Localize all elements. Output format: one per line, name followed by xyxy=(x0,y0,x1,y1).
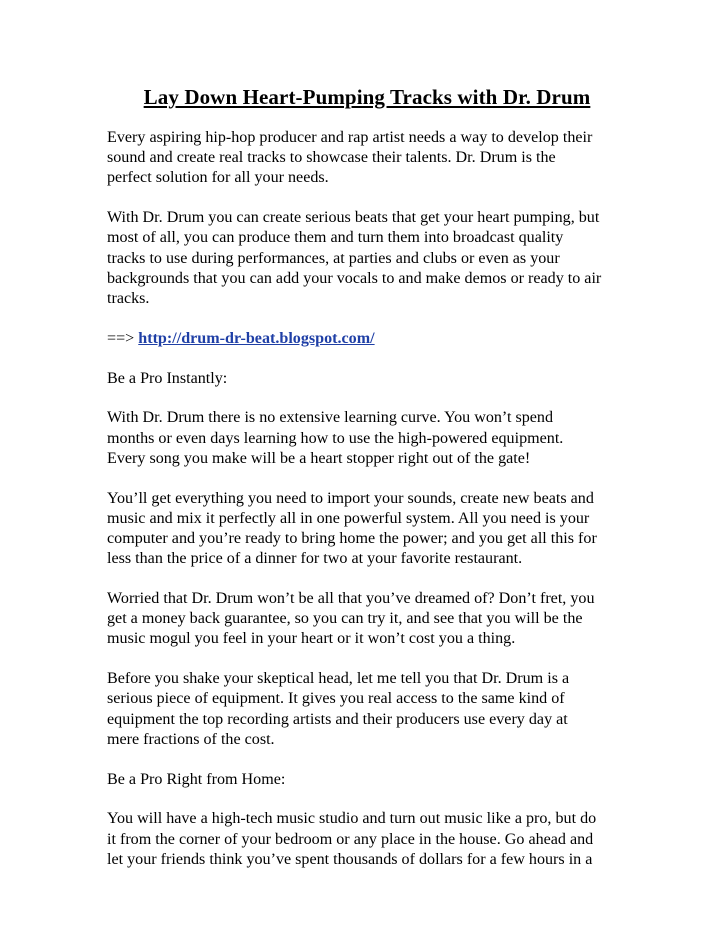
text-line: music mogul you feel in your heart or it won’t cost you a thing. xyxy=(107,630,516,648)
text-line: music and mix it perfectly all in one powerful system. All you need is your xyxy=(107,509,590,527)
text-line: perfect solution for all your needs. xyxy=(107,169,329,187)
paragraph-guarantee xyxy=(107,589,627,650)
text-line: With Dr. Drum there is no extensive learning curve. You won’t spend xyxy=(107,409,554,427)
paragraph-everything-you-need xyxy=(107,489,627,570)
text-line: serious piece of equipment. It gives you real access to the same kind of xyxy=(107,690,565,708)
paragraph-intro xyxy=(107,128,627,189)
text-line: tracks to use during performances, at parties and clubs or even as your xyxy=(107,249,560,267)
text-line: You will have a high-tech music studio and turn out music like a pro, but do xyxy=(107,810,597,828)
text-line: let your friends think you’ve spent thousands of dollars for a few hours in a xyxy=(107,850,593,868)
heading-pro-from-home xyxy=(107,770,627,790)
text-line: Be a Pro Right from Home: xyxy=(107,770,286,788)
paragraph-serious-beats xyxy=(107,208,627,309)
text-line: computer and you’re ready to bring home the power; and you get all this for xyxy=(107,530,597,548)
link-arrow-prefix: ==> xyxy=(107,329,139,347)
text-line: Every aspiring hip-hop producer and rap artist needs a way to develop their xyxy=(107,129,593,146)
text-line: Worried that Dr. Drum won’t be all that you’ve dreamed of? Don’t fret, you xyxy=(107,590,595,608)
text-line: it from the corner of your bedroom or any place in the house. Go ahead and xyxy=(107,830,594,848)
text-line: sound and create real tracks to showcase their talents. Dr. Drum is the xyxy=(107,149,556,167)
text-line: Be a Pro Instantly: xyxy=(107,369,228,387)
text-line: mere fractions of the cost. xyxy=(107,730,275,748)
paragraph-home-studio xyxy=(107,809,627,870)
text-line: most of all, you can produce them and turn them into broadcast quality xyxy=(107,229,564,247)
link-row xyxy=(107,329,627,349)
text-line: backgrounds that you can add your vocals to and make demos or ready to air xyxy=(107,269,602,287)
text-line: equipment the top recording artists and their producers use every day at xyxy=(107,710,568,728)
text-line: Every song you make will be a heart stopper right out of the gate! xyxy=(107,449,531,467)
paragraph-learning-curve xyxy=(107,408,627,469)
text-line: months or even days learning how to use the high-powered equipment. xyxy=(107,429,564,447)
text-line: less than the price of a dinner for two at your favorite restaurant. xyxy=(107,550,523,568)
document-page xyxy=(107,84,627,890)
paragraph-skeptical xyxy=(107,669,627,750)
text-line: get a money back guarantee, so you can try it, and see that you will be the xyxy=(107,610,583,628)
text-line: With Dr. Drum you can create serious beats that get your heart pumping, but xyxy=(107,209,600,227)
heading-pro-instantly xyxy=(107,369,627,389)
text-line: Before you shake your skeptical head, let me tell you that Dr. Drum is a xyxy=(107,670,570,688)
blog-link[interactable]: http://drum-dr-beat.blogspot.com/ xyxy=(138,329,375,347)
text-line: You’ll get everything you need to import your sounds, create new beats and xyxy=(107,489,594,507)
text-line: tracks. xyxy=(107,290,150,308)
document-title: Lay Down Heart-Pumping Tracks with Dr. Drum xyxy=(143,85,591,109)
